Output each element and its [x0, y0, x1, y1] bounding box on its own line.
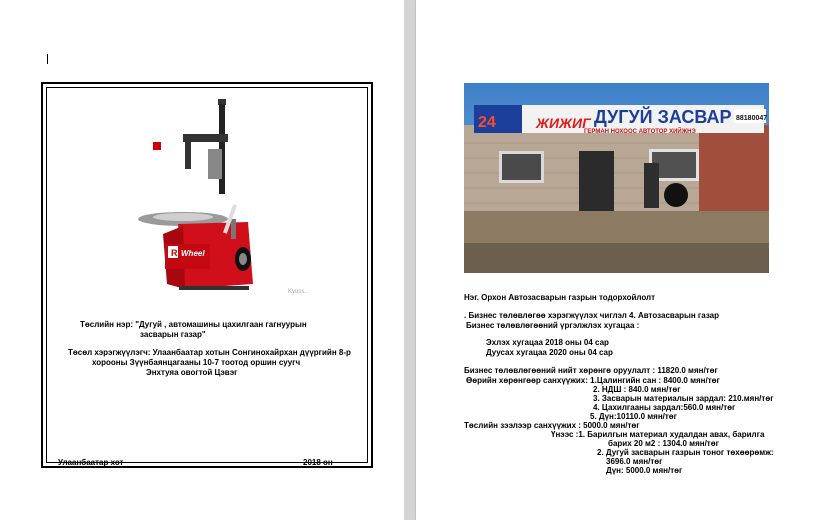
text-line-11: Төслийн зээлээр санхүүжих : 5000.0 мян/төг — [464, 421, 640, 430]
text-line-9: 4. Цахилгааны зардал:560.0 мян/төг — [593, 403, 736, 412]
implementer-line1: Төсөл хэрэгжүүлэгч: Улаанбаатар хотын Сонгинохайрхан дүүргийн 8-р — [68, 348, 351, 357]
sign-number: 24 — [478, 114, 496, 131]
text-line-7: 2. НДШ : 840.0 мян/төг — [593, 385, 681, 394]
text-line-12: Үнээс :1. Барилгын материал худалдан авах, барилга — [551, 430, 765, 439]
city-label: Улаанбаатар хот — [58, 458, 124, 467]
sign-subtitle: ГЕРМАН НОХООС АВТОТОР ХИЙЖНЭ — [584, 129, 696, 135]
section-heading: Нэг. Орхон Автозасварын газрын тодорхойлолт — [464, 293, 656, 302]
sign-word: ЖИЖИГ — [536, 115, 591, 131]
sign-title: ДУГУЙ ЗАСВАР — [594, 107, 732, 127]
project-title-line2: засварын газар" — [140, 330, 206, 339]
text-line-13: барих 20 м2 : 1304.0 мян/төг — [608, 439, 719, 448]
text-line-4: Дуусах хугацаа 2020 оны 04 сар — [486, 348, 613, 357]
text-line-3: Эхлэх хугацаа 2018 оны 04 сар — [486, 338, 609, 347]
text-line-6: Өөрийн хөрөнгөөр санхүүжих: 1.Цалингийн сан : 8400.0 мян/төг — [466, 376, 720, 385]
text-line-1: . Бизнес төлөвлөгөө хэрэгжүүлэх чиглэл 4. Автозасварын газар — [464, 311, 720, 320]
repair-shop-photo — [464, 83, 769, 273]
sign-phone: 88180047 — [736, 115, 768, 122]
year-label: 2018 он — [303, 458, 333, 467]
tire-changer-machine-image — [123, 94, 263, 304]
text-line-10: 5. Дүн:10110.0 мян/төг — [590, 412, 678, 421]
image-watermark: Kyuss... — [288, 289, 310, 295]
implementer-line2: хорооны Зүүнбаянцагааны 10-7 тоотод оршин суугч — [92, 358, 301, 367]
text-line-5: Бизнес төлөвлөгөөний нийт хөрөнгө оруулалт : 11820.0 мян/төг — [464, 366, 718, 375]
title-page-frame — [41, 82, 373, 468]
project-title-line1: Төслийн нэр: "Дугуй , автомашины цахилгаан гагнуурын — [80, 320, 307, 329]
brand-text: Wheel — [181, 249, 205, 258]
text-line-15: 3696.0 мян/төг — [606, 457, 663, 466]
text-line-16: Дүн: 5000.0 мян/төг — [606, 466, 683, 475]
text-line-2: Бизнес төлөвлөгөөний үргэлжлэх хугацаа : — [466, 321, 640, 330]
text-line-8: 3. Засварын материалын зардал: 210.мян/төг — [593, 394, 774, 403]
page-gap — [404, 0, 416, 520]
svg-text:R: R — [171, 248, 178, 258]
text-line-14: 2. Дугуй засварын газрын тоног төхөөрөмж: — [597, 448, 774, 457]
text-cursor — [47, 54, 48, 64]
implementer-line3: Энхтуяа овогтой Цэвэг — [146, 368, 238, 377]
